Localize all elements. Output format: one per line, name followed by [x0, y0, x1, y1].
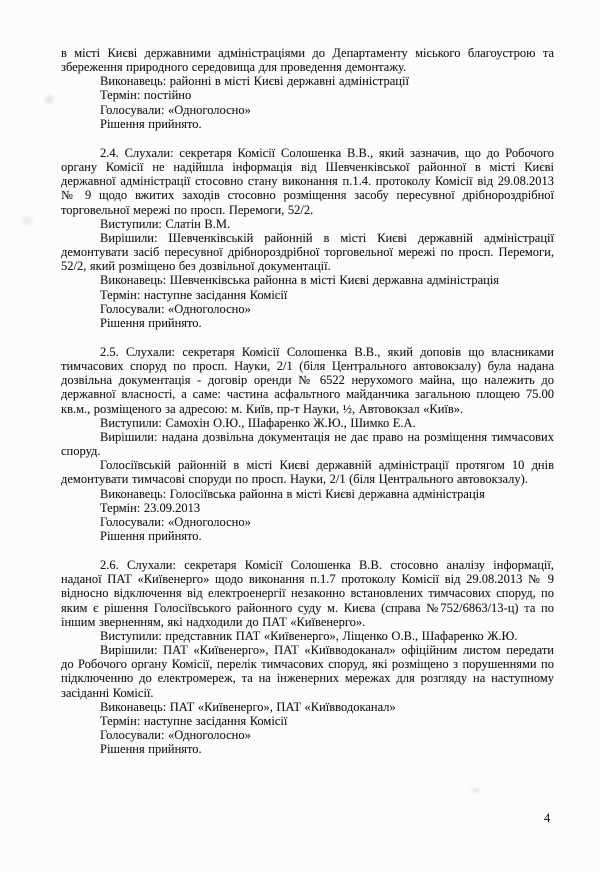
page-number: 4 [544, 811, 551, 825]
scan-smudge [20, 215, 35, 227]
section-2-4 [61, 146, 554, 330]
speakers-line: Виступили: Самохін О.Ю., Шафаренко Ж.Ю., Шимко Е.А. [100, 415, 416, 430]
body-paragraph: 2.6. Слухали: секретаря Комісії Солошенка В.В. стосовно аналізу інформації, наданої ПАТ «Київенерго» щодо виконання п.1.7 протоколу Комісії від 29.08.2013 № 9 відносно відключення від електроенергії незаконно встановлених тимчасових споруд, по яким є рішення Голосіївського районного суду м. Києва (справа №752/6863/13-ц) та по іншим зверненням, які надходили до ПАТ «Київенерго». [61, 558, 554, 629]
decision-paragraph: Вирішили: Шевченківській районній в місті Києві державній адміністрації демонтувати засіб пересувної дрібнороздрібної торговельної мережі по просп. Перемоги, 52/2, який розміщено без дозвільної документації. [61, 230, 554, 274]
scan-smudge [469, 786, 482, 795]
term-line: Термін: наступне засідання Комісії [100, 713, 288, 728]
resolution-line: Рішення прийнято. [100, 742, 202, 757]
section-carryover [61, 46, 554, 131]
section-2-5 [61, 345, 554, 543]
document-content [61, 46, 554, 756]
resolution-line: Рішення прийнято. [100, 116, 202, 131]
voting-line: Голосували: «Одноголосно» [100, 514, 251, 529]
executor-line: Виконавець: Шевченківська районна в місті Києві державна адміністрація [100, 273, 500, 288]
executor-line: Виконавець: ПАТ «Київенерго», ПАТ «Київводоканал» [100, 699, 396, 714]
body-paragraph: 2.4. Слухали: секретаря Комісії Солошенка В.В., який зазначив, що до Робочого органу Комісії не надійшла інформація від Шевченківської районної в місті Києві державної адміністрації стосовно стану виконання п.1.4. протоколу Комісії від 29.08.2013 № 9 щодо вжитих заходів стосовно розміщення засобу пересувної дрібнороздрібної торговельної мережі по просп. Перемоги, 52/2. [61, 145, 554, 217]
voting-line: Голосували: «Одноголосно» [100, 728, 251, 743]
decision-paragraph: Вирішили: ПАТ «Київенерго», ПАТ «Київводоканал» офіційним листом передати до Робочого органу Комісії, перелік тимчасових споруд, які розміщено з порушеннями по підключенню до електромереж, та на інженерних мережах для розгляду на наступному засіданні Комісії. [61, 643, 554, 700]
speakers-line: Виступили: Слатін В.М. [100, 216, 231, 231]
term-line: Термін: 23.09.2013 [100, 500, 201, 515]
body-paragraph: в місті Києві державними адміністраціями до Департаменту міського благоустрою та збереження природного середовища для проведення демонтажу. [61, 46, 554, 75]
resolution-line: Рішення прийнято. [100, 529, 202, 543]
term-line: Термін: наступне засідання Комісії [100, 287, 288, 302]
executor-line: Виконавець: Голосіївська районна в місті Києві державна адміністрація [100, 486, 485, 501]
decision-paragraph: Вирішили: надана дозвільна документація не дає право на розміщення тимчасових споруд. [61, 429, 554, 459]
body-paragraph: 2.5. Слухали: секретаря Комісії Солошенка В.В., який доповів що власниками тимчасових споруд по просп. Науки, 2/1 (біля Центрального автовокзалу) була надана дозвільна документація - договір оренди № 6522 нерухомого майна, що належить до державної власності, а саме: частина асфальтного майданчика загальною площею 75.00 кв.м., розміщеного за адресою: м. Київ, пр-т Науки, ½, Автовокзал «Київ». [61, 344, 554, 416]
executor-line: Виконавець: районні в місті Києві державні адміністрації [100, 74, 409, 89]
decision-paragraph: Голосіївській районній в місті Києві державній адміністрації протягом 10 днів демонтувати тимчасові споруди по просп. Науки, 2/1 (біля Центрального автовокзалу). [61, 458, 554, 487]
voting-line: Голосували: «Одноголосно» [100, 102, 251, 117]
scan-smudge [43, 93, 56, 106]
resolution-line: Рішення прийнято. [100, 315, 202, 330]
voting-line: Голосували: «Одноголосно» [100, 301, 251, 316]
term-line: Термін: постійно [100, 88, 192, 103]
section-2-6 [61, 558, 554, 756]
speakers-line: Виступили: представник ПАТ «Київенерго», Ліщенко О.В., Шафаренко Ж.Ю. [100, 628, 518, 643]
